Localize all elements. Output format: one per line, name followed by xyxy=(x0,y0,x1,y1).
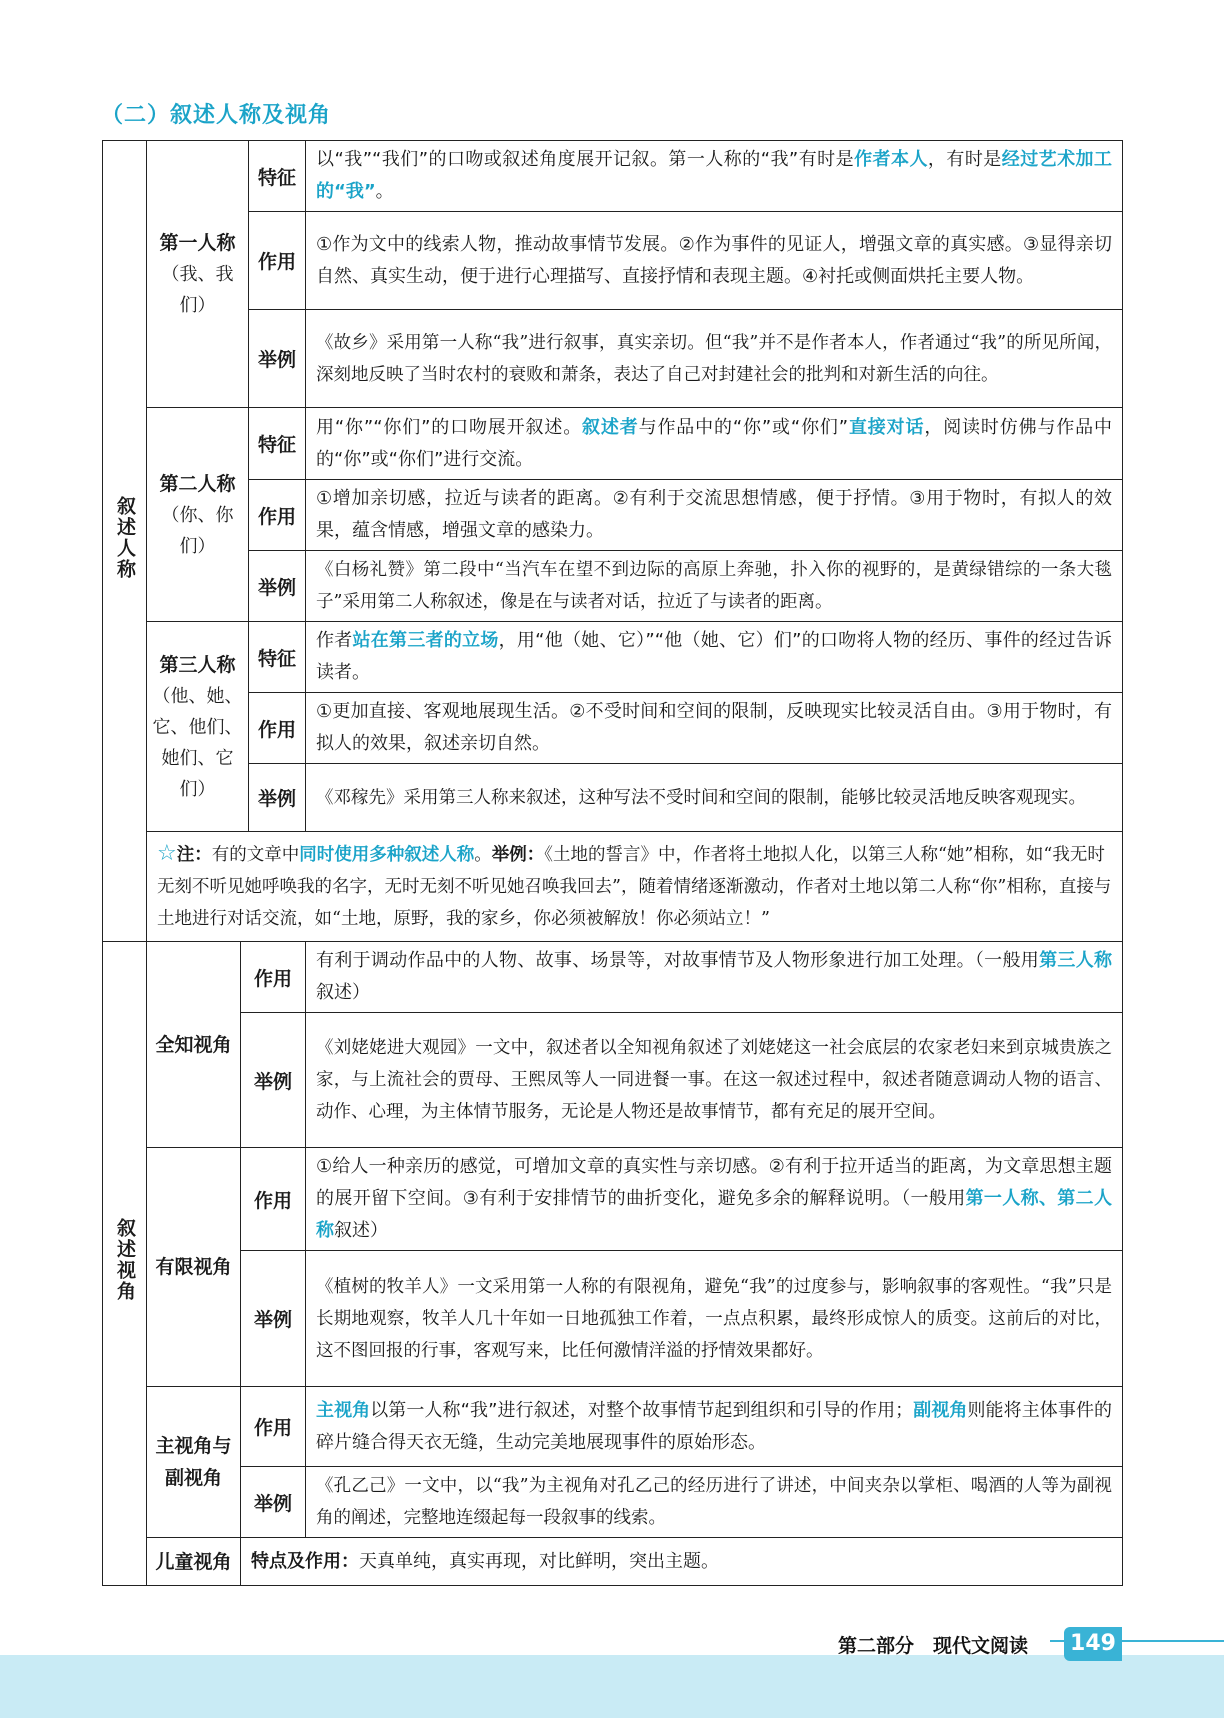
person-group-label: 叙述人称 xyxy=(103,141,147,942)
example-label: 举例 xyxy=(249,551,306,622)
first-person-function: ①作为文中的线索人物，推动故事情节发展。②作为事件的见证人，增强文章的真实感。③显得亲切自然、真实生动，便于进行心理描写、直接抒情和表现主题。④衬托或侧面烘托主要人物。 xyxy=(306,212,1123,310)
second-person-sub: （你、你们） xyxy=(161,504,234,557)
first-person-example: 《故乡》采用第一人称“我”进行叙事，真实亲切。但“我”并不是作者本人，作者通过“我”的所见所闻，深刻地反映了当时农村的衰败和萧条，表达了自己对封建社会的批判和对新生活的向往。 xyxy=(306,310,1123,408)
child-view-content: 特点及作用：天真单纯，真实再现，对比鲜明，突出主题。 xyxy=(241,1538,1123,1586)
section-title: （二）叙述人称及视角 xyxy=(101,103,332,128)
second-person-name: 第二人称 xyxy=(159,472,236,495)
third-person-function: ①更加直接、客观地展现生活。②不受时间和空间的限制，反映现实比较灵活自由。③用于物时，有拟人的效果，叙述亲切自然。 xyxy=(306,693,1123,764)
limited-example: 《植树的牧羊人》一文采用第一人称的有限视角，避免“我”的过度参与，影响叙事的客观性。“我”只是长期地观察，牧羊人几十年如一日地孤独工作着，一点点积累，最终形成惊人的质变。这前后的对比，这不图回报的行事，客观写来，比任何激情洋溢的抒情效果都好。 xyxy=(306,1251,1123,1387)
narration-table xyxy=(102,140,1123,1586)
child-view-name: 儿童视角 xyxy=(147,1538,241,1586)
function-label: 作用 xyxy=(241,1148,306,1251)
function-label: 作用 xyxy=(249,693,306,764)
omniscient-example: 《刘姥姥进大观园》一文中，叙述者以全知视角叙述了刘姥姥这一社会底层的农家老妇来到京城贵族之家，与上流社会的贾母、王熙凤等人一同进餐一事。在这一叙述过程中，叙述者随意调动人物的语言、动作、心理，为主体情节服务，无论是人物还是故事情节，都有充足的展开空间。 xyxy=(306,1013,1123,1148)
second-person-cell xyxy=(147,408,249,622)
limited-function: ①给人一种亲历的感觉，可增加文章的真实性与亲切感。②有利于拉开适当的距离，为文章思想主题的展开留下空间。③有利于安排情节的曲折变化，避免多余的解释说明。（一般用第一人称、第二人称叙述） xyxy=(306,1148,1123,1251)
first-person-name: 第一人称 xyxy=(159,232,236,254)
first-person-cell xyxy=(147,141,249,408)
main-sub-view-name: 主视角与 副视角 xyxy=(147,1387,241,1538)
third-person-cell xyxy=(147,622,249,832)
person-note: ☆注：有的文章中同时使用多种叙述人称。举例：《土地的誓言》中，作者将土地拟人化，以第三人称“她”相称，如“我无时无刻不听见她呼唤我的名字，无时无刻不听见她召唤我回去”，随着情绪逐渐激动，作者对土地以第二人称“你”相称，直接与土地进行对话交流，如“土地，原野，我的家乡，你必须被解放！你必须站立！” xyxy=(147,832,1123,942)
footer-part-label: 第二部分 现代文阅读 xyxy=(838,1635,1029,1657)
example-label: 举例 xyxy=(249,310,306,408)
third-person-name: 第三人称 xyxy=(159,653,236,676)
main-sub-example: 《孔乙己》一文中，以“我”为主视角对孔乙己的经历进行了讲述，中间夹杂以掌柜、喝酒的人等为副视角的阐述，完整地连缀起每一段叙事的线索。 xyxy=(306,1467,1123,1538)
third-person-example: 《邓稼先》采用第三人称来叙述，这种写法不受时间和空间的限制，能够比较灵活地反映客观现实。 xyxy=(306,764,1123,832)
example-label: 举例 xyxy=(249,764,306,832)
feature-label: 特征 xyxy=(249,622,306,693)
third-person-feature: 作者站在第三者的立场，用“他（她、它）”“他（她、它）们”的口吻将人物的经历、事件的经过告诉读者。 xyxy=(306,622,1123,693)
example-label: 举例 xyxy=(241,1013,306,1148)
function-label: 作用 xyxy=(241,942,306,1013)
second-person-feature: 用“你”“你们”的口吻展开叙述。叙述者与作品中的“你”或“你们”直接对话，阅读时仿佛与作品中的“你”或“你们”进行交流。 xyxy=(306,408,1123,480)
main-sub-function: 主视角以第一人称“我”进行叙述，对整个故事情节起到组织和引导的作用；副视角则能将主体事件的碎片缝合得天衣无缝，生动完美地展现事件的原始形态。 xyxy=(306,1387,1123,1467)
view-group-label: 叙述视角 xyxy=(103,942,147,1586)
page-number: 149 xyxy=(1064,1627,1122,1661)
example-label: 举例 xyxy=(241,1251,306,1387)
limited-view-name: 有限视角 xyxy=(147,1148,241,1387)
first-person-sub: （我、我们） xyxy=(161,264,234,316)
example-label: 举例 xyxy=(241,1467,306,1538)
star-icon: ☆ xyxy=(157,841,177,866)
second-person-example: 《白杨礼赞》第二段中“当汽车在望不到边际的高原上奔驰，扑入你的视野的，是黄绿错综的一条大毯子”采用第二人称叙述，像是在与读者对话，拉近了与读者的距离。 xyxy=(306,551,1123,622)
first-person-feature: 以“我”“我们”的口吻或叙述角度展开记叙。第一人称的“我”有时是作者本人，有时是经过艺术加工的“我”。 xyxy=(306,141,1123,212)
footer-band xyxy=(0,1655,1224,1718)
omniscient-function: 有利于调动作品中的人物、故事、场景等，对故事情节及人物形象进行加工处理。（一般用第三人称叙述） xyxy=(306,942,1123,1013)
feature-label: 特征 xyxy=(249,408,306,480)
function-label: 作用 xyxy=(249,212,306,310)
function-label: 作用 xyxy=(249,480,306,551)
function-label: 作用 xyxy=(241,1387,306,1467)
second-person-function: ①增加亲切感，拉近与读者的距离。②有利于交流思想情感，便于抒情。③用于物时，有拟人的效果，蕴含情感，增强文章的感染力。 xyxy=(306,480,1123,551)
feature-label: 特征 xyxy=(249,141,306,212)
third-person-sub: （他、她、它、他们、她们、它们） xyxy=(152,685,243,800)
omniscient-view-name: 全知视角 xyxy=(147,942,241,1148)
